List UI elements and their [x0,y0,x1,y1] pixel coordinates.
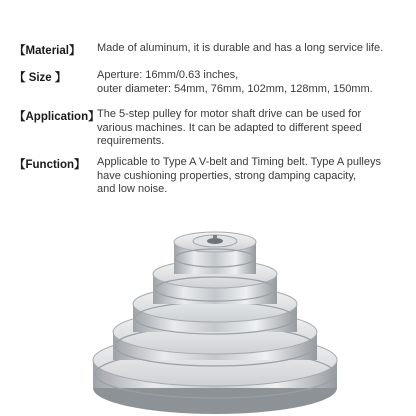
spec-line: Aperture: 16mm/0.63 inches, [97,69,239,81]
pulley-hub [193,235,237,247]
spec-text-material [97,42,409,56]
spec-line: Made of aluminum, it is durable and has a long service life. [97,42,384,54]
spec-line: various machines. It can be adapted to different speed [97,121,362,134]
spec-line: Applicable to Type A V-belt and Timing belt. Type A pulleys [97,156,381,168]
spec-line: The 5-step pulley for motor shaft drive can be used for [97,108,362,120]
spec-line: requirements. [97,135,165,147]
spec-label-function: 【Function】 [14,159,86,171]
spec-text-application [97,108,409,149]
spec-line: have cushioning properties, strong damping capacity, [97,169,357,182]
spec-label-size: 【 Size 】 [14,72,67,84]
spec-label-application: 【Application】 [14,111,100,123]
pulley-steps [93,232,337,414]
spec-label-material: 【Material】 [14,45,81,57]
spec-line: outer diameter: 54mm, 76mm, 102mm, 128mm, 150mm. [97,82,373,95]
bore-hole [207,238,223,244]
spec-text-function [97,156,409,197]
set-screw [213,235,217,238]
pulley-illustration [70,208,360,416]
spec-line: and low noise. [97,183,168,195]
spec-text-size [97,69,409,96]
